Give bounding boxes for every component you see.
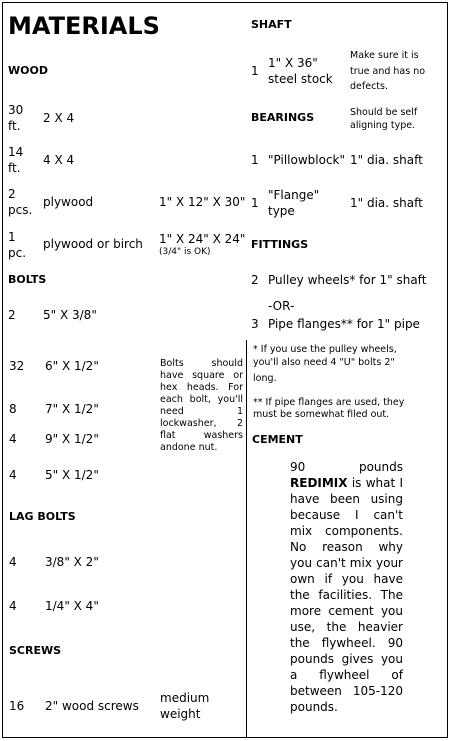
column-divider [246, 340, 247, 738]
bolt-qty: 8 [9, 402, 17, 416]
screw-note: weight [160, 707, 201, 721]
wood-qty-unit: pcs. [8, 203, 33, 217]
bolts-heading: BOLTS [8, 273, 47, 286]
bearing-size: 1" dia. shaft [350, 196, 423, 210]
bolt-desc: 5" X 1/2" [45, 468, 99, 482]
fitting-qty: 3 [251, 317, 259, 331]
bearings-heading: BEARINGS [251, 111, 315, 124]
fittings-footnote: you'll also need 4 "U" bolts 2" [253, 357, 395, 368]
bolt-qty: 4 [9, 432, 17, 446]
bearing-desc: type [268, 204, 295, 218]
screw-desc: 2" wood screws [45, 699, 139, 713]
shaft-note: defects. [350, 81, 388, 92]
fittings-heading: FITTINGS [251, 238, 309, 251]
cement-brand: REDIMIX [290, 476, 348, 490]
fittings-footnote: must be somewhat filed out. [253, 409, 390, 420]
shaft-note: true and has no [350, 66, 426, 77]
bolt-desc: 5" X 3/8" [43, 308, 97, 322]
fittings-footnote: * If you use the pulley wheels, [253, 344, 397, 355]
fitting-or: -OR- [268, 299, 295, 313]
shaft-note: Make sure it is [350, 50, 419, 61]
cement-heading: CEMENT [252, 433, 303, 446]
wood-desc: 2 X 4 [43, 111, 75, 125]
shaft-desc: 1" X 36" [268, 56, 318, 70]
wood-dimension-note: (3/4" is OK) [159, 247, 211, 257]
screw-note: medium [160, 691, 210, 705]
bolt-qty: 32 [9, 359, 25, 373]
wood-qty-unit: ft. [8, 119, 21, 133]
cement-text-post: is what I have been using because I can't mix components. No reason why you can't mix your own if you have the facilities. The more cement you use, the heavier the flywheel. 90 pounds gives you a flywheel of between 105-120 pounds. [290, 476, 403, 714]
wood-qty: 1 [8, 230, 16, 244]
wood-qty: 30 [8, 103, 24, 117]
shaft-desc: steel stock [268, 72, 333, 86]
bearing-desc: "Flange" [268, 188, 320, 202]
wood-qty-unit: pc. [8, 246, 27, 260]
lag-bolt-qty: 4 [9, 555, 17, 569]
fittings-footnote: long. [253, 373, 277, 384]
cement-paragraph [290, 459, 403, 715]
cement-text-pre: 90 pounds [290, 460, 403, 474]
bolt-desc: 9" X 1/2" [45, 432, 99, 446]
wood-dimension: 1" X 12" X 30" [159, 195, 246, 209]
bearings-note: Should be self [350, 107, 418, 118]
wood-qty: 2 [8, 187, 16, 201]
bearing-qty: 1 [251, 153, 259, 167]
fitting-desc: Pipe flanges** for 1" pipe [268, 317, 420, 331]
screws-heading: SCREWS [9, 644, 62, 657]
wood-desc: plywood [43, 195, 94, 209]
fitting-desc: Pulley wheels* for 1" shaft [268, 273, 427, 287]
fittings-footnote: ** If pipe flanges are used, they [253, 397, 405, 408]
wood-desc: 4 X 4 [43, 153, 75, 167]
wood-desc: plywood or birch [43, 237, 143, 251]
bolt-desc: 6" X 1/2" [45, 359, 99, 373]
bearings-note: aligning type. [350, 120, 416, 131]
bolt-qty: 4 [9, 468, 17, 482]
shaft-heading: SHAFT [251, 18, 292, 31]
bolt-desc: 7" X 1/2" [45, 402, 99, 416]
screw-qty: 16 [9, 699, 25, 713]
bearing-qty: 1 [251, 196, 259, 210]
lag-bolt-desc: 3/8" X 2" [45, 555, 99, 569]
lag-bolt-qty: 4 [9, 599, 17, 613]
fitting-qty: 2 [251, 273, 259, 287]
wood-qty: 14 [8, 145, 24, 159]
bearing-size: 1" dia. shaft [350, 153, 423, 167]
wood-dimension: 1" X 24" X 24" [159, 232, 246, 246]
bearing-desc: "Pillowblock" [268, 153, 346, 167]
lag-bolts-heading: LAG BOLTS [9, 510, 76, 523]
page-title: MATERIALS [8, 12, 160, 40]
wood-heading: WOOD [8, 64, 48, 77]
lag-bolt-desc: 1/4" X 4" [45, 599, 99, 613]
bolts-note: Bolts should have square or hex heads. For each bolt, you'll need 1 lockwasher, 2 flat washers andone nut. [160, 358, 243, 453]
wood-qty-unit: ft. [8, 161, 21, 175]
bolt-qty: 2 [8, 308, 16, 322]
shaft-qty: 1 [251, 64, 259, 78]
